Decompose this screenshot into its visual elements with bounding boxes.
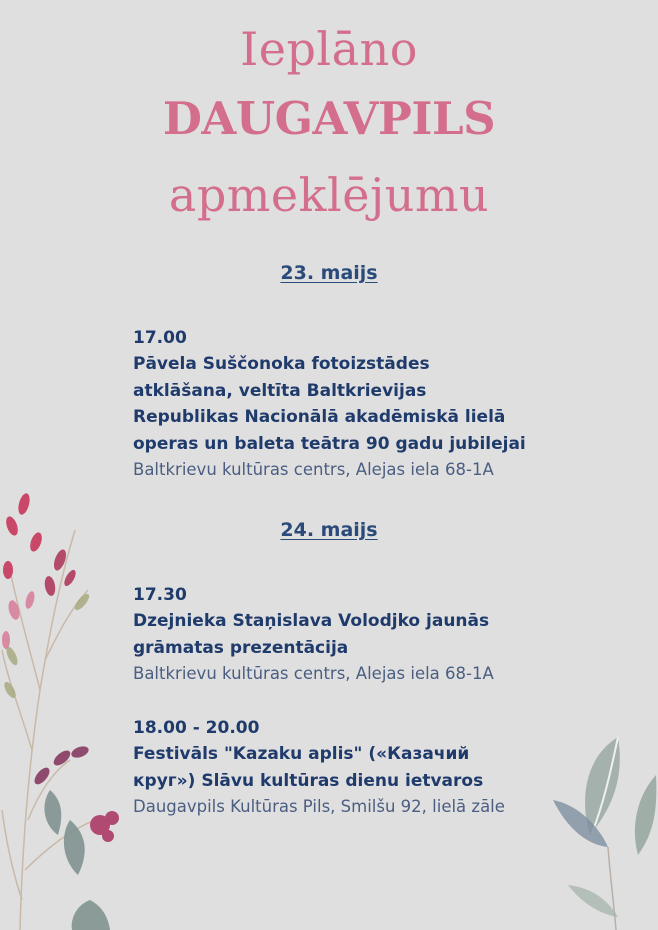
floral-decoration-left xyxy=(0,490,140,930)
event-name: Festivāls "Kazaku aplis" («Казачий круг») Slāvu kultūras dienu ietvaros xyxy=(133,744,484,791)
event-2 xyxy=(133,582,533,687)
event-time: 18.00 - 20.00 xyxy=(133,718,260,738)
leaf-decoration-right xyxy=(548,735,658,930)
day-2-date: 24. maijs xyxy=(280,519,378,541)
day-1-date: 23. maijs xyxy=(280,262,378,284)
title-line-3: apmeklējumu xyxy=(168,168,490,222)
event-name: Dzejnieka Staņislava Volodjko jaunās grāmatas prezentācija xyxy=(133,611,490,658)
title-line-2: DAUGAVPILS xyxy=(162,92,496,145)
event-time: 17.30 xyxy=(133,585,187,605)
event-1 xyxy=(133,325,533,483)
event-time: 17.00 xyxy=(133,328,187,348)
event-venue: Daugavpils Kultūras Pils, Smilšu 92, lielā zāle xyxy=(133,797,505,816)
title-line-1: Ieplāno xyxy=(240,22,418,76)
event-3 xyxy=(133,715,533,820)
event-venue: Baltkrievu kultūras centrs, Alejas iela 68-1A xyxy=(133,460,494,479)
event-name: Pāvela Suščonoka fotoizstādes atklāšana, veltīta Baltkrievijas Republikas Nacionālā akadēmiskā lielā operas un baleta teātra 90 gadu jubilejai xyxy=(133,354,526,454)
event-venue: Baltkrievu kultūras centrs, Alejas iela 68-1A xyxy=(133,664,494,683)
